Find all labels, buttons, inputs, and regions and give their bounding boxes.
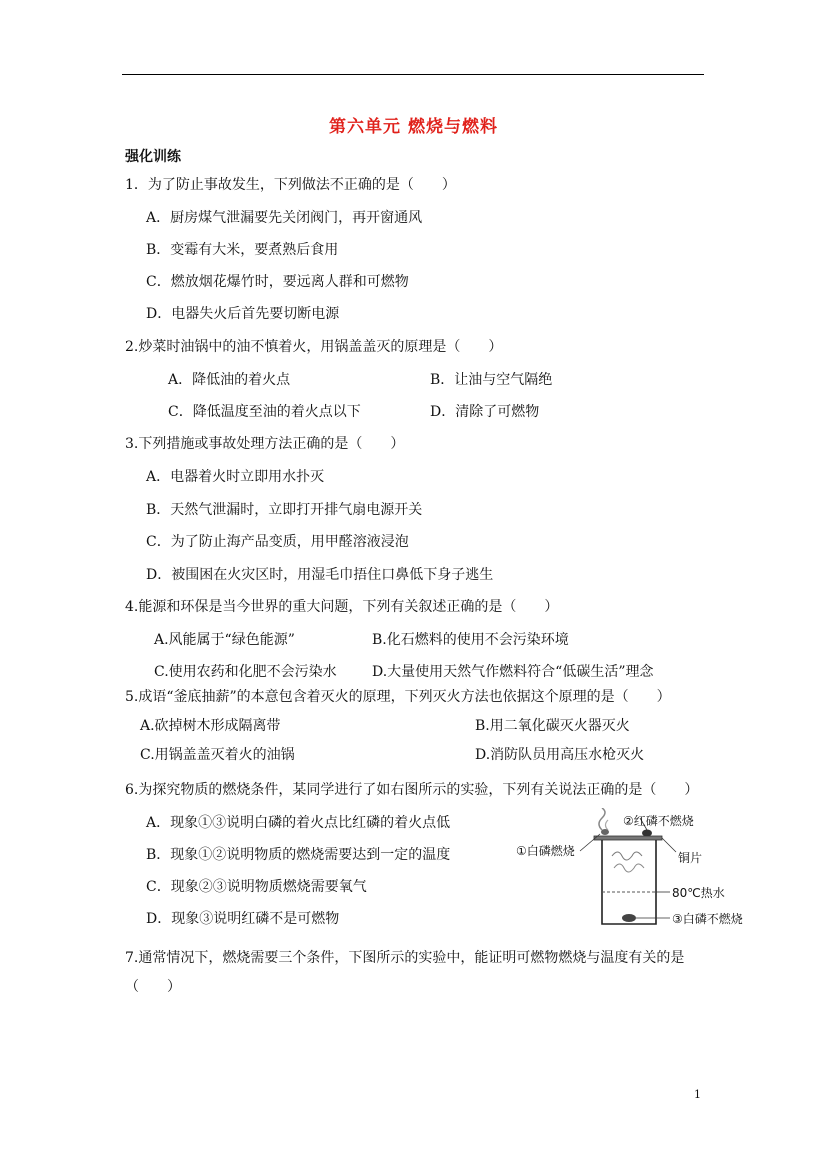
- label-white-phosphorus-burning: ①白磷燃烧: [516, 844, 575, 858]
- q3-option-c: C．为了防止海产品变质，用甲醛溶液浸泡: [146, 534, 409, 550]
- q6-option-c: C．现象②③说明物质燃烧需要氧气: [146, 879, 367, 895]
- q5-option-d: D.消防队员用高压水枪灭火: [475, 747, 645, 763]
- q4-option-d: D.大量使用天然气作燃料符合“低碳生活”理念: [372, 664, 654, 680]
- question-2-stem: 2.炒菜时油锅中的油不慎着火，用锅盖盖灭的原理是（ ）: [125, 339, 503, 355]
- q5-option-a: A.砍掉树木形成隔离带: [140, 718, 281, 734]
- q1-option-c: C．燃放烟花爆竹时，要远离人群和可燃物: [146, 274, 409, 290]
- q3-option-a: A．电器着火时立即用水扑灭: [146, 469, 325, 485]
- beaker: [602, 840, 656, 924]
- q1-option-d: D．电器失火后首先要切断电源: [146, 306, 340, 322]
- question-5-stem: 5.成语“釜底抽薪”的本意包含着灭火的原理，下列灭火方法也依据这个原理的是（ ）: [125, 689, 671, 705]
- q6-option-b: B．现象①②说明物质的燃烧需要达到一定的温度: [146, 847, 451, 863]
- q1-option-b: B．变霉有大米，要煮熟后食用: [146, 242, 339, 258]
- white-phosphorus-bottom: [622, 914, 636, 922]
- q2-option-d: D．清除了可燃物: [430, 404, 540, 420]
- label-red-phosphorus: ②红磷不燃烧: [623, 814, 694, 828]
- label-white-phosphorus-not-burning: ③白磷不燃烧: [672, 912, 743, 926]
- page-title: 第六单元 燃烧与燃料: [329, 117, 498, 137]
- smoke-icon: [599, 808, 605, 830]
- white-phosphorus-top: [601, 829, 609, 835]
- question-7-stem-cont: （ ）: [125, 979, 181, 995]
- question-1-stem: 1．为了防止事故发生，下列做法不正确的是（ ）: [125, 177, 456, 193]
- q5-option-b: B.用二氧化碳灭火器灭火: [475, 718, 630, 734]
- q2-option-a: A．降低油的着火点: [168, 372, 291, 388]
- question-6-stem: 6.为探究物质的燃烧条件，某同学进行了如右图所示的实验，下列有关说法正确的是（ ）: [125, 782, 699, 798]
- q4-option-c: C.使用农药和化肥不会污染水: [154, 664, 337, 680]
- question-3-stem: 3.下列措施或事故处理方法正确的是（ ）: [125, 436, 405, 452]
- q4-option-a: A.风能属于“绿色能源”: [154, 632, 295, 648]
- question-7-stem: 7.通常情况下，燃烧需要三个条件，下图所示的实验中，能证明可燃物燃烧与温度有关的是: [125, 950, 685, 966]
- q2-option-b: B．让油与空气隔绝: [430, 372, 553, 388]
- label-hot-water: 80℃热水: [672, 886, 725, 900]
- header-rule: [122, 74, 704, 75]
- q3-option-b: B．天然气泄漏时，立即打开排气扇电源开关: [146, 502, 423, 518]
- copper-plate: [594, 836, 662, 840]
- q3-option-d: D．被围困在火灾区时，用湿毛巾捂住口鼻低下身子逃生: [146, 567, 494, 583]
- q5-option-c: C.用锅盖盖灭着火的油锅: [140, 747, 295, 763]
- red-phosphorus: [642, 830, 652, 837]
- q1-option-a: A．厨房煤气泄漏要先关闭阀门，再开窗通风: [146, 210, 423, 226]
- section-heading: 强化训练: [125, 149, 181, 165]
- label-copper-plate: 铜片: [678, 851, 703, 865]
- q4-option-b: B.化石燃料的使用不会污染环境: [372, 632, 569, 648]
- q2-option-c: C．降低温度至油的着火点以下: [168, 404, 361, 420]
- steam-icon: [612, 852, 642, 860]
- q6-option-a: A．现象①③说明白磷的着火点比红磷的着火点低: [146, 815, 451, 831]
- question-4-stem: 4.能源和环保是当今世界的重大问题，下列有关叙述正确的是（ ）: [125, 599, 559, 615]
- page-number: 1: [694, 1088, 701, 1101]
- combustion-experiment-figure: [510, 808, 770, 936]
- q6-option-d: D．现象③说明红磷不是可燃物: [146, 911, 340, 927]
